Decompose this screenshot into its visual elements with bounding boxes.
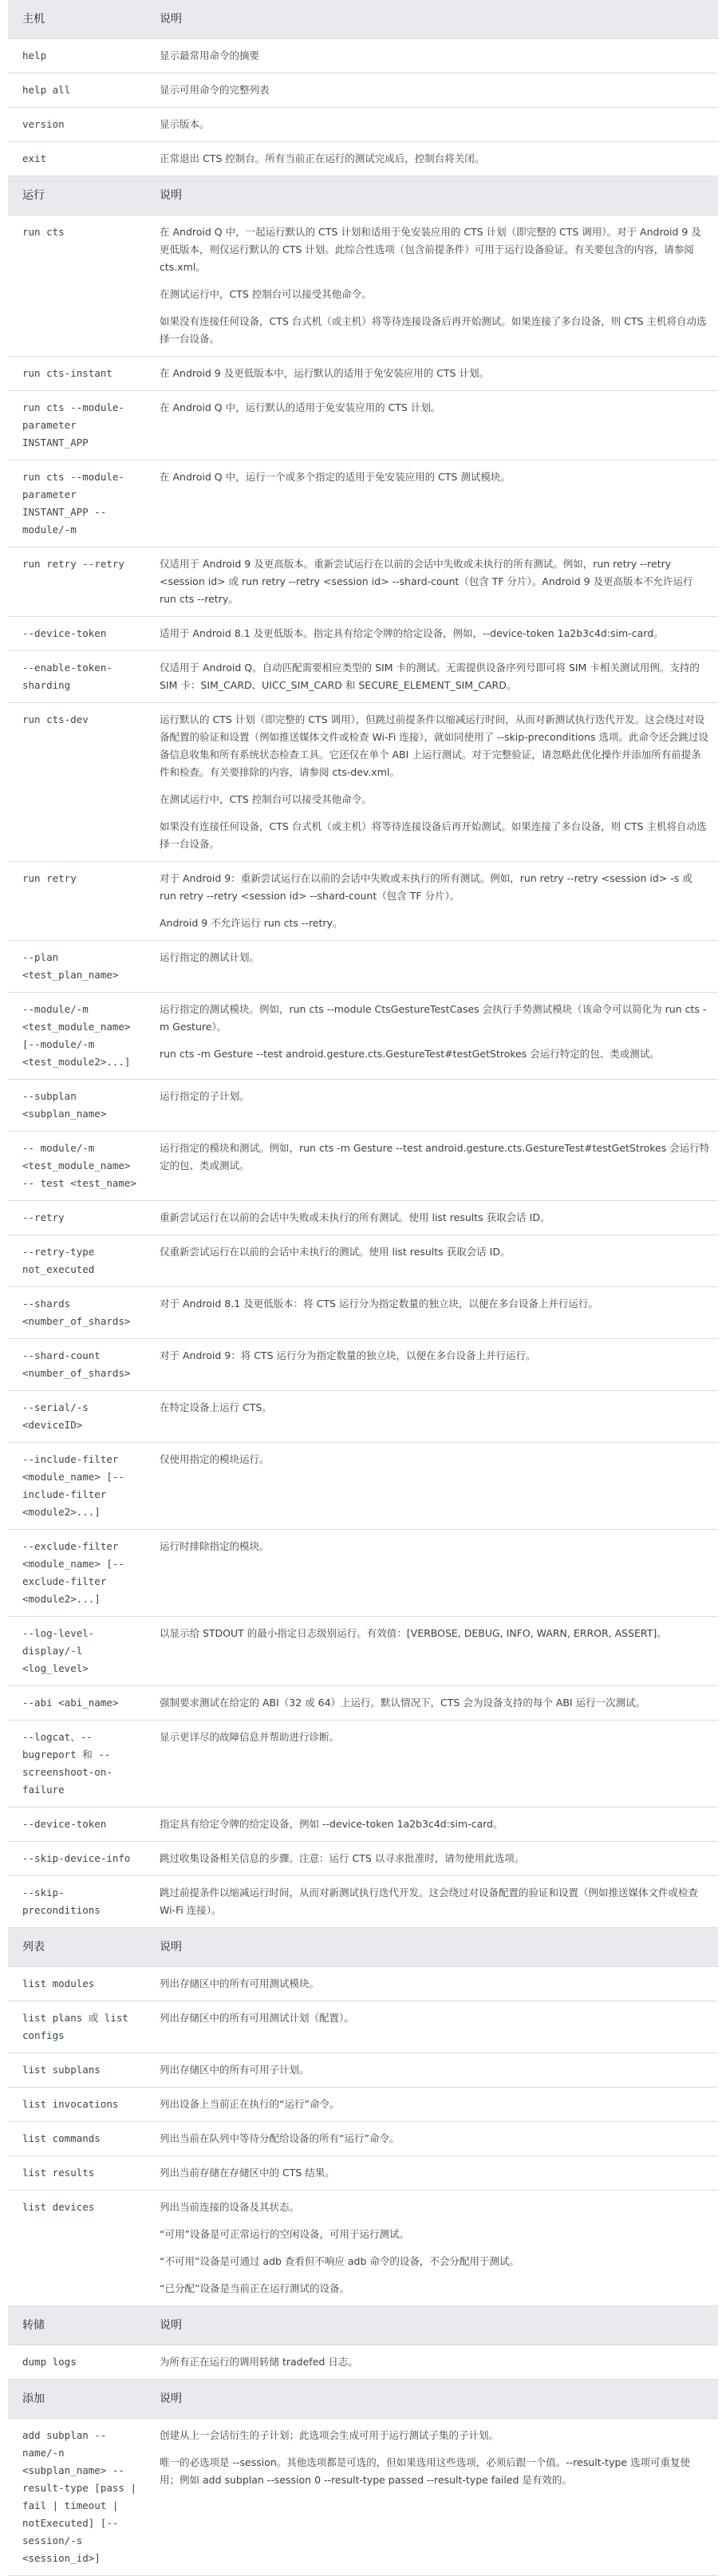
command-description (145, 2419, 718, 2576)
table-row (8, 1617, 718, 1686)
command-description (145, 547, 718, 617)
command-description (145, 1686, 718, 1721)
command-name: --device-token (8, 1808, 145, 1842)
table-row (8, 941, 718, 993)
command-table (8, 1928, 718, 2306)
table-row (8, 1876, 718, 1928)
command-name: --serial/-s <deviceID> (8, 1391, 145, 1443)
description-paragraph: 在测试运行中，CTS 控制台可以接受其他命令。 (160, 793, 372, 805)
description-paragraph: 如果没有连接任何设备，CTS 台式机（或主机）将等待连接设备后再开始测试。如果连接了多台设备，则 CTS 主机将自动选择一台设备。 (160, 820, 707, 850)
description-paragraph: 列出当前在队列中等待分配给设备的所有“运行”命令。 (160, 2132, 400, 2144)
table-row (8, 1287, 718, 1339)
command-name: list plans 或 list configs (8, 2001, 145, 2053)
description-paragraph: 仅使用指定的模块运行。 (160, 1453, 270, 1465)
command-description (145, 1443, 718, 1530)
command-description (145, 862, 718, 941)
description-paragraph: 仅适用于 Android Q。自动匹配需要相应类型的 SIM 卡的测试。无需提供设备序列号即可将 SIM 卡相关测试用例。支持的 SIM 卡：SIM_CARD、UICC_SIM_CARD 和 SECURE_ELEMENT_SIM_CARD。 (160, 662, 700, 691)
command-description (145, 1132, 718, 1201)
command-name: list commands (8, 2122, 145, 2156)
command-name: list invocations (8, 2088, 145, 2122)
command-name: exit (8, 142, 145, 176)
table-row (8, 73, 718, 108)
command-description (145, 215, 718, 357)
command-name: --device-token (8, 617, 145, 651)
command-name: --retry-type not_executed (8, 1235, 145, 1287)
description-paragraph: 指定具有给定令牌的给定设备，例如 --device-token 1a2b3c4d:sim-card。 (160, 1818, 503, 1830)
table-row (8, 2053, 718, 2088)
column-header-description: 说明 (145, 0, 718, 39)
description-paragraph: 列出当前存储在存储区中的 CTS 结果。 (160, 2167, 335, 2179)
description-paragraph: 显示最常用命令的摘要 (160, 49, 260, 61)
column-header-description: 说明 (145, 176, 718, 215)
table-row (8, 703, 718, 862)
description-paragraph: 显示更详尽的故障信息并帮助进行诊断。 (160, 1731, 340, 1743)
command-description (145, 1287, 718, 1339)
description-paragraph: 重新尝试运行在以前的会话中失败或未执行的所有测试。使用 list results 获取会话 ID。 (160, 1211, 550, 1223)
description-paragraph: 仅适用于 Android 9 及更高版本。重新尝试运行在以前的会话中失败或未执行的所有测试。例如，run retry --retry <session id> 或 run retry --retry <session id> --shard-count（包含 TF 分片）。Android 9 及更高版本不允许运行 run cts --retry。 (160, 558, 693, 605)
command-name: --exclude-filter <module_name> [--exclude-filter <module2>...] (8, 1530, 145, 1617)
command-name: --log-level-display/-l <log_level> (8, 1617, 145, 1686)
description-paragraph: “不可用”设备是可通过 adb 查看但不响应 adb 命令的设备，不会分配用于测试。 (160, 2255, 519, 2267)
command-table (8, 0, 718, 176)
table-row (8, 1443, 718, 1530)
table-row (8, 108, 718, 142)
table-row (8, 142, 718, 176)
description-paragraph: 对于 Android 9：重新尝试运行在以前的会话中失败或未执行的所有测试。例如，run retry --retry <session id> -s 或 run retry --retry <session id> --shard-count（包含 TF 分片）。 (160, 872, 692, 902)
description-paragraph: 在 Android Q 中，运行一个或多个指定的适用于免安装应用的 CTS 测试模块。 (160, 471, 511, 483)
table-row (8, 547, 718, 617)
command-name: list results (8, 2156, 145, 2191)
command-description (145, 2345, 718, 2380)
description-paragraph: 在测试运行中，CTS 控制台可以接受其他命令。 (160, 288, 372, 300)
command-description (145, 617, 718, 651)
table-row (8, 1201, 718, 1235)
command-description (145, 391, 718, 460)
table-row (8, 2122, 718, 2156)
command-name: --retry (8, 1201, 145, 1235)
description-paragraph: 创建从上一会话衍生的子计划；此选项会生成可用于运行测试子集的子计划。 (160, 2429, 499, 2441)
table-row (8, 862, 718, 941)
command-name: --logcat、--bugreport 和 --screenshoot-on-failure (8, 1721, 145, 1808)
table-row (8, 651, 718, 703)
description-paragraph: 显示可用命令的完整列表 (160, 84, 270, 96)
command-description (145, 1842, 718, 1876)
table-row (8, 617, 718, 651)
command-name: list devices (8, 2191, 145, 2306)
description-paragraph: 在 Android Q 中，运行默认的适用于免安装应用的 CTS 计划。 (160, 401, 441, 413)
command-description (145, 1617, 718, 1686)
command-description (145, 2001, 718, 2053)
column-header-description: 说明 (145, 1928, 718, 1967)
command-name: --enable-token-sharding (8, 651, 145, 703)
command-description (145, 1967, 718, 2001)
table-row (8, 2088, 718, 2122)
command-description (145, 1080, 718, 1132)
section-title: 添加 (8, 2380, 145, 2419)
table-row (8, 1686, 718, 1721)
command-name: --subplan <subplan_name> (8, 1080, 145, 1132)
description-paragraph: 运行指定的测试模块。例如，run cts --module CtsGestureTestCases 会执行手势测试模块（该命令可以简化为 run cts -m Gesture）。 (160, 1003, 707, 1033)
command-table (8, 176, 718, 1928)
command-name: run cts --module-parameter INSTANT_APP --module/-m (8, 460, 145, 547)
description-paragraph: 以显示给 STDOUT 的最小指定日志级别运行。有效值：[VERBOSE, DEBUG, INFO, WARN, ERROR, ASSERT]。 (160, 1627, 667, 1639)
table-row (8, 1391, 718, 1443)
description-paragraph: 运行时排除指定的模块。 (160, 1540, 270, 1552)
command-description (145, 1808, 718, 1842)
description-paragraph: 适用于 Android 8.1 及更低版本。指定具有给定令牌的给定设备，例如，--device-token 1a2b3c4d:sim-card。 (160, 627, 664, 639)
command-name: --include-filter <module_name> [--include-filter <module2>...] (8, 1443, 145, 1530)
command-table (8, 2380, 718, 2576)
table-row (8, 215, 718, 357)
table-row (8, 1132, 718, 1201)
table-row (8, 391, 718, 460)
command-table (8, 2306, 718, 2380)
command-description (145, 1530, 718, 1617)
command-description (145, 651, 718, 703)
command-name: --abi <abi_name> (8, 1686, 145, 1721)
command-description (145, 993, 718, 1080)
command-description (145, 39, 718, 73)
command-name: --module/-m <test_module_name> [--module/-m <test_module2>...] (8, 993, 145, 1080)
command-description (145, 1876, 718, 1928)
table-row (8, 2345, 718, 2380)
description-paragraph: 列出当前连接的设备及其状态。 (160, 2201, 300, 2213)
table-row (8, 460, 718, 547)
command-name: --plan <test_plan_name> (8, 941, 145, 993)
table-row (8, 2191, 718, 2306)
table-row (8, 1080, 718, 1132)
column-header-description: 说明 (145, 2380, 718, 2419)
description-paragraph: 运行默认的 CTS 计划（即完整的 CTS 调用），但跳过前提条件以缩减运行时间，从而对新测试执行迭代开发。这会绕过对设备配置的验证和设置（例如推送媒体文件或检查 Wi-Fi 连接），就如同使用了 --skip-preconditions 选项。此命令还会跳过设备信息收集和所有系统状态检查工具。它还仅在单个 ABI 上运行测试。对于完整验证，请忽略此优化操作并添加所有前提条件和检查。有关要排除的内容，请参阅 cts-dev.xml。 (160, 713, 708, 778)
command-description (145, 108, 718, 142)
command-description (145, 2122, 718, 2156)
command-description (145, 2156, 718, 2191)
description-paragraph: run cts -m Gesture --test android.gesture.cts.GestureTest#testGetStrokes 会运行特定的包、类或测试。 (160, 1048, 660, 1060)
description-paragraph: 在 Android 9 及更低版本中，运行默认的适用于免安装应用的 CTS 计划。 (160, 367, 489, 379)
section-title: 转储 (8, 2306, 145, 2345)
description-paragraph: 为所有正在运行的调用转储 tradefed 日志。 (160, 2356, 358, 2368)
command-name: run cts-dev (8, 703, 145, 862)
description-paragraph: 运行指定的子计划。 (160, 1090, 250, 1102)
description-paragraph: 跳过前提条件以缩减运行时间，从而对新测试执行迭代开发。这会绕过对设备配置的验证和设置（例如推送媒体文件或检查 Wi-Fi 连接）。 (160, 1887, 699, 1916)
command-name: --shard-count <number_of_shards> (8, 1339, 145, 1391)
command-name: run retry (8, 862, 145, 941)
table-row (8, 1721, 718, 1808)
command-description (145, 460, 718, 547)
description-paragraph: 对于 Android 8.1 及更低版本：将 CTS 运行分为指定数量的独立块，以便在多台设备上并行运行。 (160, 1298, 598, 1310)
description-paragraph: 运行指定的模块和测试。例如，run cts -m Gesture --test android.gesture.cts.GestureTest#testGetStrokes 会运行特定的包、类或测试。 (160, 1142, 710, 1171)
table-header-row (8, 0, 718, 39)
command-description (145, 142, 718, 176)
table-row (8, 357, 718, 391)
command-description (145, 941, 718, 993)
description-paragraph: 运行指定的测试计划。 (160, 951, 260, 963)
section-title: 列表 (8, 1928, 145, 1967)
description-paragraph: Android 9 不允许运行 run cts --retry。 (160, 917, 343, 929)
command-name: run cts (8, 215, 145, 357)
description-paragraph: 如果没有连接任何设备，CTS 台式机（或主机）将等待连接设备后再开始测试。如果连接了多台设备，则 CTS 主机将自动选择一台设备。 (160, 315, 707, 345)
command-description (145, 1201, 718, 1235)
description-paragraph: “已分配”设备是当前正在运行测试的设备。 (160, 2282, 349, 2294)
description-paragraph: 正常退出 CTS 控制台。所有当前正在运行的测试完成后，控制台将关闭。 (160, 152, 485, 164)
command-name: run cts-instant (8, 357, 145, 391)
table-row (8, 1530, 718, 1617)
description-paragraph: 对于 Android 9：将 CTS 运行分为指定数量的独立块，以便在多台设备上并行运行。 (160, 1349, 536, 1361)
table-row (8, 2001, 718, 2053)
command-reference (8, 0, 718, 2576)
description-paragraph: 在 Android Q 中，一起运行默认的 CTS 计划和适用于免安装应用的 CTS 计划（即完整的 CTS 调用）。对于 Android 9 及更低版本，则仅运行默认的 CTS 计划。此综合性选项（包含前提条件）可用于运行设备验证。有关要包含的内容，请参阅 cts.xml。 (160, 226, 701, 273)
section-title: 运行 (8, 176, 145, 215)
command-name: help (8, 39, 145, 73)
command-description (145, 2053, 718, 2088)
table-row (8, 1842, 718, 1876)
table-row (8, 39, 718, 73)
section-title: 主机 (8, 0, 145, 39)
command-name: version (8, 108, 145, 142)
command-description (145, 73, 718, 108)
table-header-row (8, 2306, 718, 2345)
command-name: --skip-device-info (8, 1842, 145, 1876)
command-description (145, 1391, 718, 1443)
description-paragraph: 列出设备上当前正在执行的“运行”命令。 (160, 2098, 340, 2110)
table-row (8, 2156, 718, 2191)
description-paragraph: 列出存储区中的所有可用测试计划（配置）。 (160, 2012, 354, 2024)
table-row (8, 1235, 718, 1287)
command-name: run cts --module-parameter INSTANT_APP (8, 391, 145, 460)
description-paragraph: 列出存储区中的所有可用测试模块。 (160, 1977, 320, 1989)
description-paragraph: 跳过收集设备相关信息的步骤。注意：运行 CTS 以寻求批准时，请勿使用此选项。 (160, 1852, 525, 1864)
command-name: run retry --retry (8, 547, 145, 617)
command-name: --shards <number_of_shards> (8, 1287, 145, 1339)
table-row (8, 993, 718, 1080)
command-description (145, 1721, 718, 1808)
table-header-row (8, 2380, 718, 2419)
column-header-description: 说明 (145, 2306, 718, 2345)
command-name: --skip-preconditions (8, 1876, 145, 1928)
command-description (145, 2088, 718, 2122)
description-paragraph: 强制要求测试在给定的 ABI（32 或 64）上运行。默认情况下，CTS 会为设备支持的每个 ABI 运行一次测试。 (160, 1697, 646, 1709)
command-name: help all (8, 73, 145, 108)
command-name: dump logs (8, 2345, 145, 2380)
table-row (8, 1339, 718, 1391)
command-name: add subplan --name/-n <subplan_name> --result-type [pass | fail | timeout | notExecuted] [--session/-s <session_id>] (8, 2419, 145, 2576)
description-paragraph: 仅重新尝试运行在以前的会话中未执行的测试。使用 list results 获取会话 ID。 (160, 1246, 511, 1258)
table-header-row (8, 1928, 718, 1967)
description-paragraph: 列出存储区中的所有可用子计划。 (160, 2064, 310, 2076)
command-description (145, 357, 718, 391)
command-name: -- module/-m <test_module_name> -- test <test_name> (8, 1132, 145, 1201)
description-paragraph: 在特定设备上运行 CTS。 (160, 1401, 272, 1413)
command-description (145, 703, 718, 862)
command-description (145, 2191, 718, 2306)
table-header-row (8, 176, 718, 215)
description-paragraph: “可用”设备是可正常运行的空闲设备，可用于运行测试。 (160, 2228, 409, 2240)
command-description (145, 1339, 718, 1391)
table-row (8, 2419, 718, 2576)
command-description (145, 1235, 718, 1287)
table-row (8, 1808, 718, 1842)
command-name: list modules (8, 1967, 145, 2001)
description-paragraph: 显示版本。 (160, 118, 210, 130)
table-row (8, 1967, 718, 2001)
command-name: list subplans (8, 2053, 145, 2088)
description-paragraph: 唯一的必选项是 --session。其他选项都是可选的，但如果选用这些选项，必须后跟一个值。--result-type 选项可重复使用；例如 add subplan --session 0 --result-type passed --result-type failed 是有效的。 (160, 2456, 691, 2486)
